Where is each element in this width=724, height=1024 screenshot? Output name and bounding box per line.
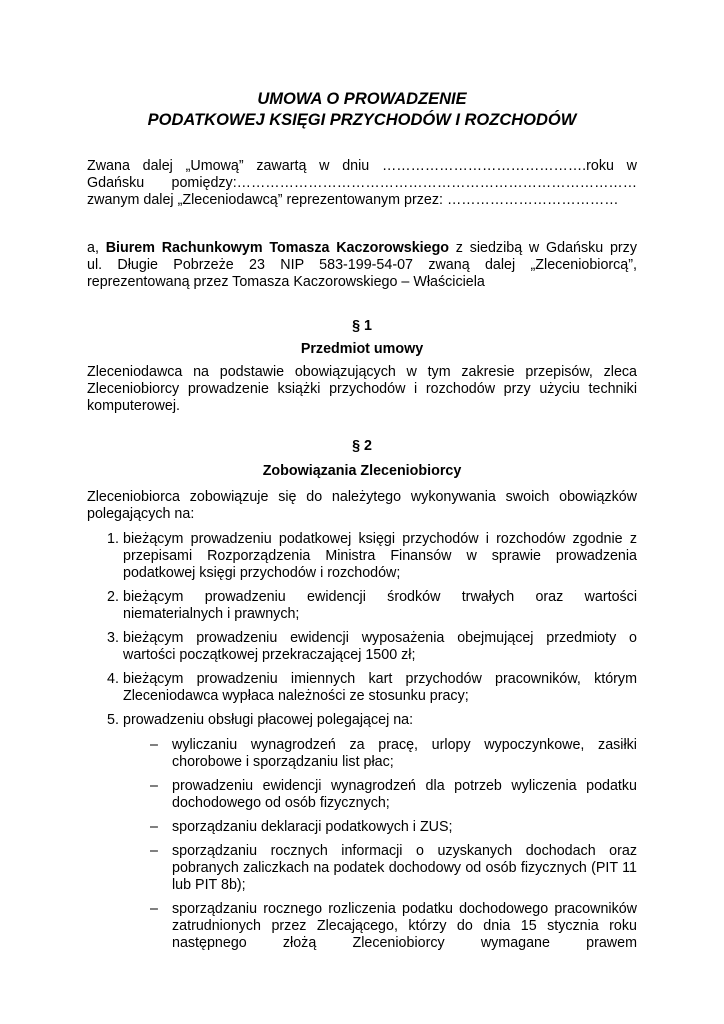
party-line-1 bbox=[87, 240, 637, 257]
party-paragraph bbox=[87, 240, 637, 291]
party-line-3: reprezentowaną przez Tomasza Kaczorowskiego – Właściciela bbox=[87, 274, 485, 290]
sublist-item-text: wyliczaniu wynagrodzeń za pracę, urlopy wypoczynkowe, zasiłki chorobowe i sporządzaniu list płac; bbox=[172, 737, 637, 770]
sublist-item bbox=[87, 819, 637, 836]
section-2-line-2: polegających na: bbox=[87, 506, 195, 522]
intro-line-2: Gdańsku pomiędzy:………………………………………………………………………… bbox=[87, 175, 637, 191]
sublist-item bbox=[87, 737, 637, 771]
title-line-2: PODATKOWEJ KSIĘGI PRZYCHODÓW I ROZCHODÓW bbox=[147, 111, 577, 129]
payroll-sublist bbox=[87, 737, 637, 952]
sublist-item-text: sporządzaniu rocznego rozliczenia podatku dochodowego pracowników zatrudnionych przez Zlecającego, którzy do dnia 15 stycznia roku następnego złożą Zleceniobiorcy wymagane prawem bbox=[172, 901, 637, 951]
sublist-item bbox=[87, 901, 637, 952]
section-1-heading: Przedmiot umowy bbox=[300, 341, 424, 357]
sublist-item bbox=[87, 843, 637, 894]
list-item bbox=[87, 531, 637, 582]
sublist-item bbox=[87, 778, 637, 812]
dash-marker: – bbox=[150, 843, 158, 859]
dash-marker: – bbox=[150, 901, 158, 917]
sublist-item-text: sporządzaniu deklaracji podatkowych i ZUS; bbox=[172, 819, 453, 835]
list-item-number: 5. bbox=[107, 712, 119, 728]
list-item-text: bieżącym prowadzeniu imiennych kart przychodów pracowników, którym Zleceniodawca wypłaca należności ze stosunku pracy; bbox=[123, 671, 637, 704]
section-2-line-1: Zleceniobiorca zobowiązuje się do należytego wykonywania swoich obowiązków bbox=[87, 489, 637, 505]
list-item-number: 1. bbox=[107, 531, 119, 547]
section-2-heading: Zobowiązania Zleceniobiorcy bbox=[262, 463, 462, 479]
party-prefix: a, bbox=[87, 240, 106, 256]
document-title bbox=[0, 89, 724, 131]
section-2-paragraph bbox=[87, 489, 637, 523]
list-item-number: 4. bbox=[107, 671, 119, 687]
section-1-line-3: komputerowej. bbox=[87, 398, 180, 414]
list-item-text: bieżącym prowadzeniu podatkowej księgi przychodów i rozchodów zgodnie z przepisami Rozporządzenia Ministra Finansów w sprawie prowadzenia podatkowej księgi przychodów i rozchodów; bbox=[123, 531, 637, 581]
intro-line-3: zwanym dalej „Zleceniodawcą” reprezentowanym przez: ……………………………… bbox=[87, 192, 619, 208]
section-2-number: § 2 bbox=[352, 438, 372, 454]
obligations-list bbox=[87, 531, 637, 952]
section-1-number: § 1 bbox=[352, 318, 372, 334]
list-item-number: 3. bbox=[107, 630, 119, 646]
party-line-1-rest: z siedzibą w Gdańsku przy bbox=[449, 240, 637, 256]
list-item bbox=[87, 589, 637, 623]
sublist-item-text: sporządzaniu rocznych informacji o uzyskanych dochodach oraz pobranych zaliczkach na podatek dochodowy od osób fizycznych (PIT 11 lub PIT 8b); bbox=[172, 843, 637, 893]
intro-paragraph bbox=[87, 158, 637, 209]
list-item-number: 2. bbox=[107, 589, 119, 605]
section-1-line-2: Zleceniobiorcy prowadzenie książki przychodów i rozchodów przy użyciu techniki bbox=[87, 381, 637, 397]
intro-line-1: Zwana dalej „Umową” zawartą w dniu …………………………………….roku w bbox=[87, 158, 637, 174]
section-1-line-1: Zleceniodawca na podstawie obowiązujących w tym zakresie przepisów, zleca bbox=[87, 364, 637, 380]
section-1-paragraph bbox=[87, 364, 637, 415]
list-item-text: prowadzeniu obsługi płacowej polegającej na: bbox=[123, 712, 414, 728]
list-item-text: bieżącym prowadzeniu ewidencji wyposażenia obejmującej przedmioty o wartości początkowej przekraczającej 1500 zł; bbox=[123, 630, 637, 663]
list-item bbox=[87, 630, 637, 664]
contractor-name: Biurem Rachunkowym Tomasza Kaczorowskiego bbox=[105, 240, 450, 256]
list-item bbox=[87, 712, 637, 952]
party-line-2: ul. Długie Pobrzeże 23 NIP 583-199-54-07 zwaną dalej „Zleceniobiorcą”, bbox=[87, 257, 637, 273]
sublist-item-text: prowadzeniu ewidencji wynagrodzeń dla potrzeb wyliczenia podatku dochodowego od osób fizycznych; bbox=[172, 778, 637, 811]
dash-marker: – bbox=[150, 737, 158, 753]
list-item bbox=[87, 671, 637, 705]
list-item-text: bieżącym prowadzeniu ewidencji środków trwałych oraz wartości niematerialnych i prawnych; bbox=[123, 589, 637, 622]
dash-marker: – bbox=[150, 819, 158, 835]
title-line-1: UMOWA O PROWADZENIE bbox=[257, 90, 467, 108]
dash-marker: – bbox=[150, 778, 158, 794]
